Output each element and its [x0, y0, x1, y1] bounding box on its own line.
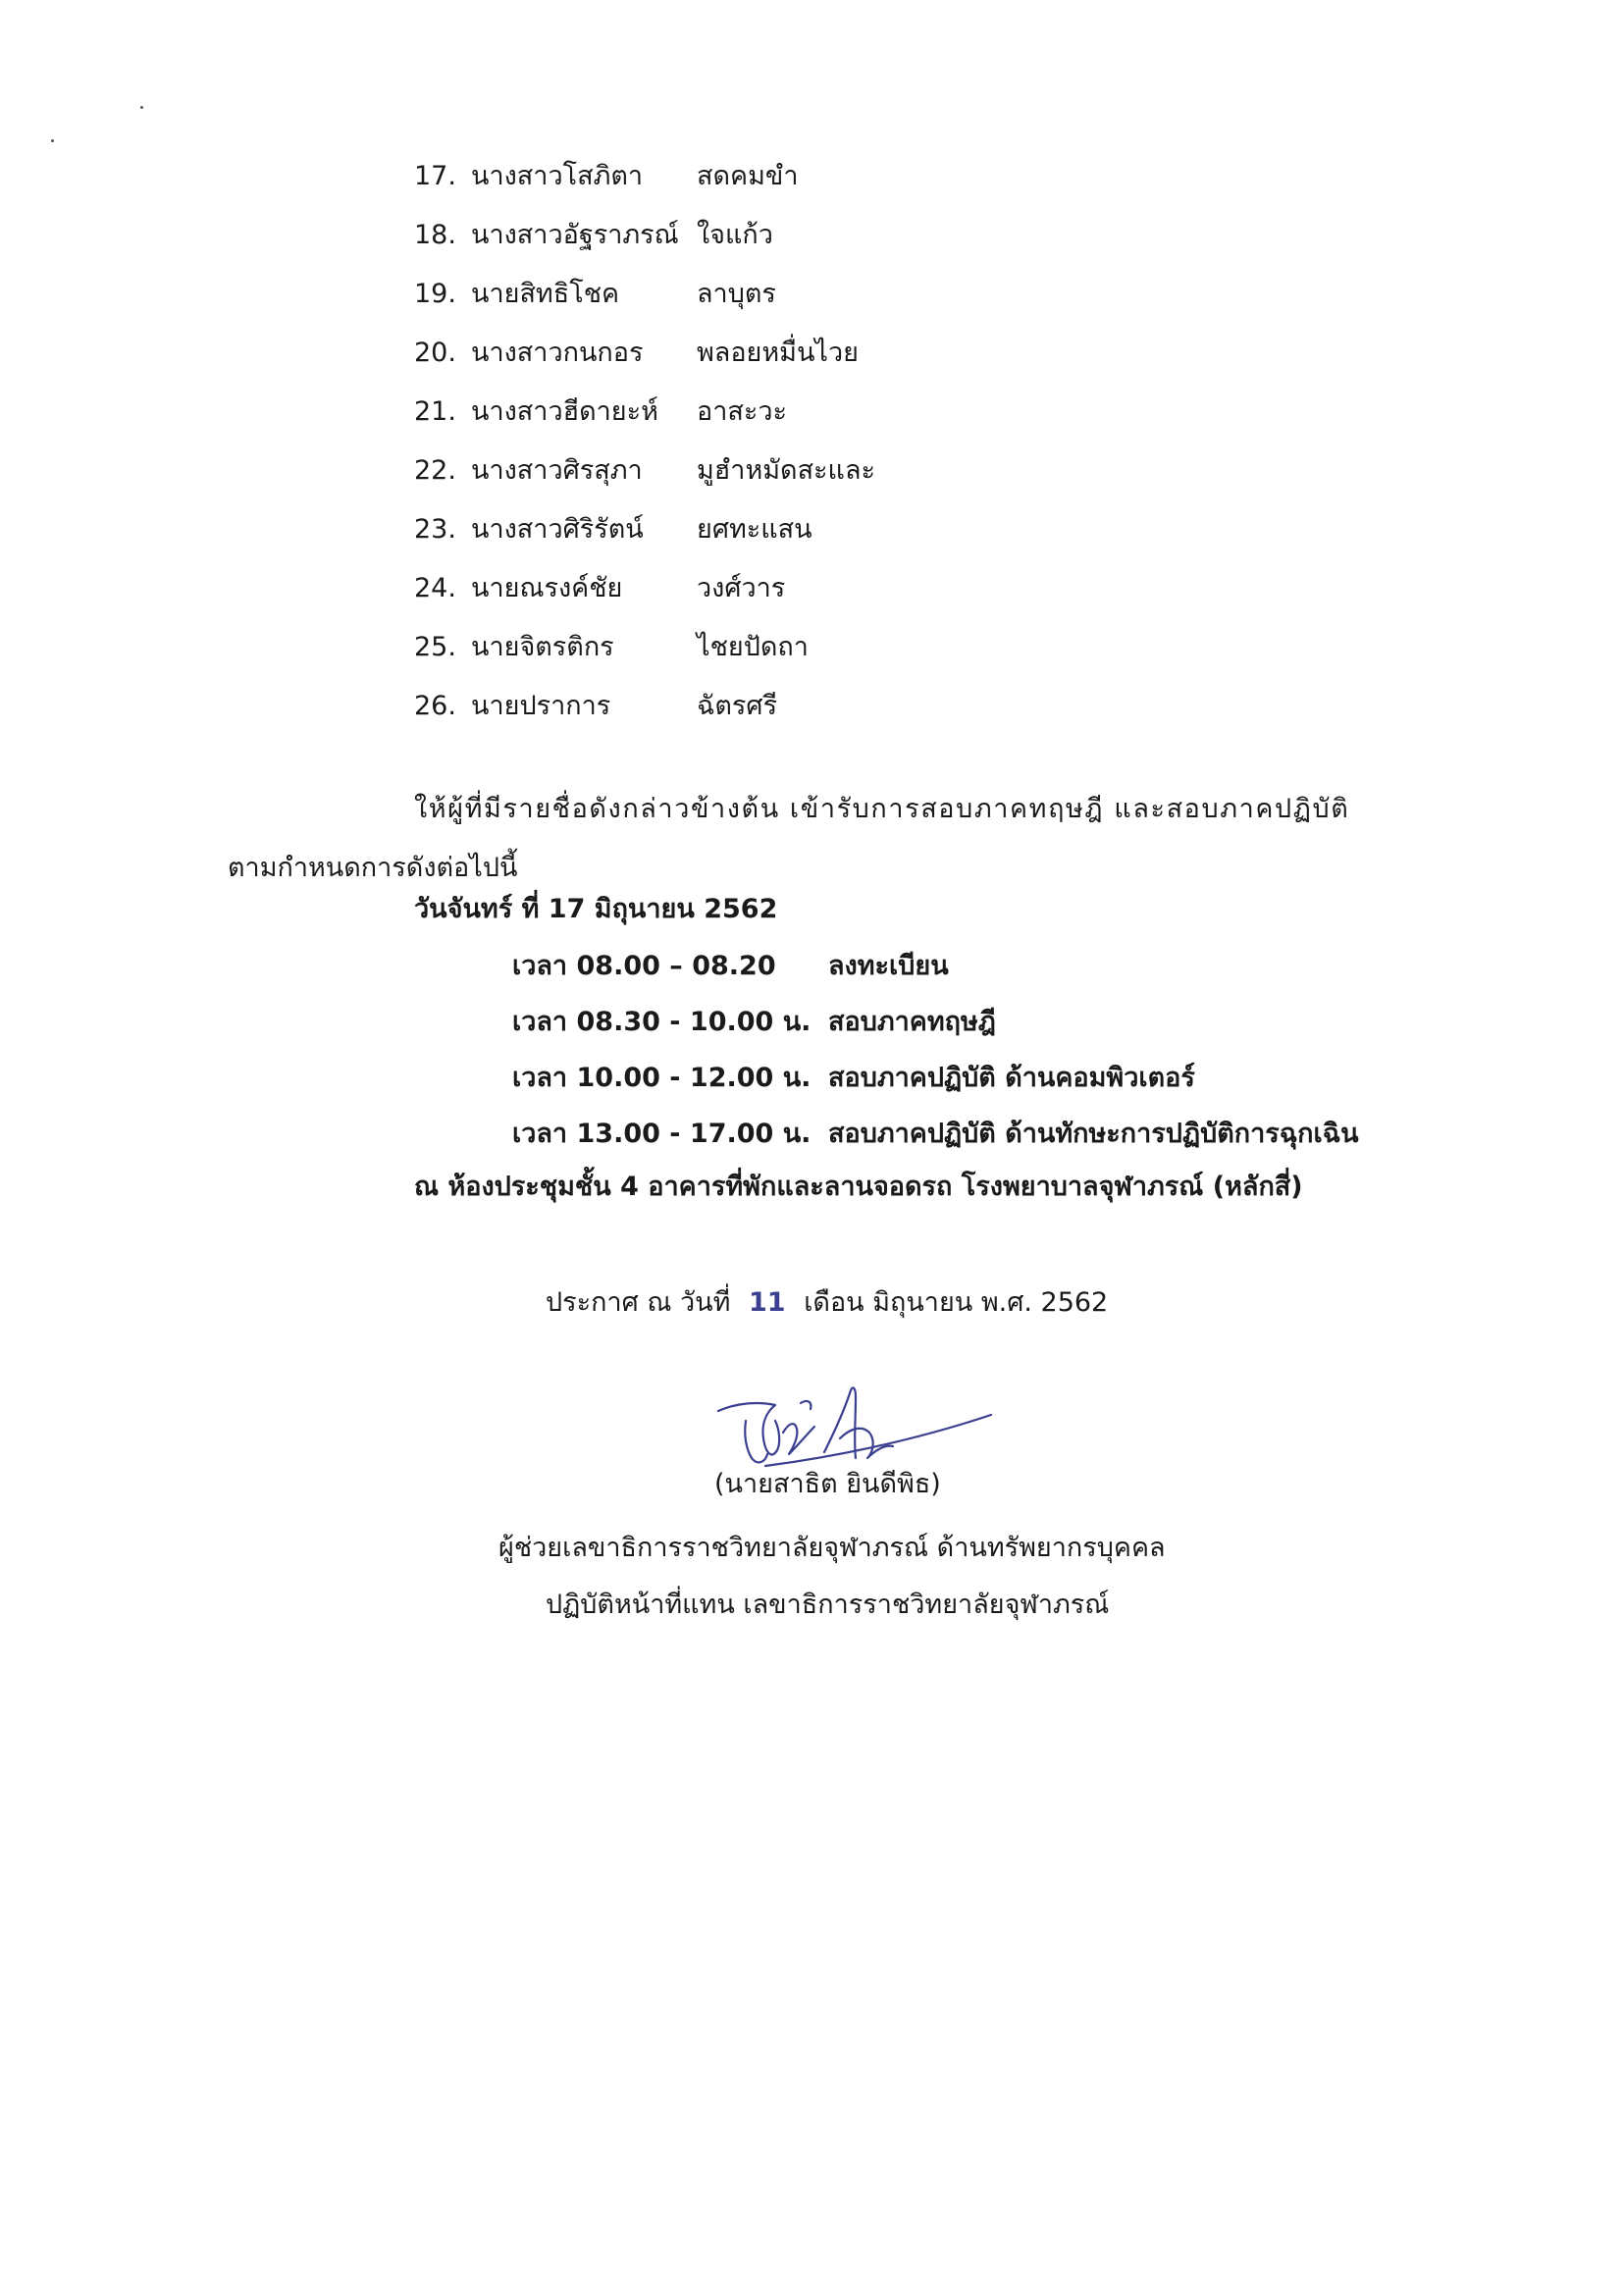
list-number: 20. — [414, 338, 456, 368]
schedule-activity: ลงทะเบียน — [828, 951, 949, 981]
list-number: 25. — [414, 632, 456, 662]
given-name: นางสาวโสภิตา — [471, 161, 644, 191]
list-number: 26. — [414, 691, 456, 721]
given-name: นางสาวกนกอร — [471, 338, 644, 368]
list-number: 18. — [414, 220, 456, 250]
schedule-venue: ณ ห้องประชุมชั้น 4 อาคารที่พักและลานจอดรถ โรงพยาบาลจุฬาภรณ์ (หลักสี่) — [414, 1172, 1303, 1202]
scan-speck — [140, 106, 143, 109]
surname: มูฮำหมัดสะและ — [697, 455, 875, 486]
list-item — [414, 392, 1101, 451]
intro-paragraph — [228, 780, 1425, 898]
schedule-activity: สอบภาคปฏิบัติ ด้านทักษะการปฏิบัติการฉุกเฉิน — [828, 1119, 1359, 1149]
given-name: นางสาวอัฐราภรณ์ — [471, 220, 679, 250]
announcement-prefix: ประกาศ ณ วันที่ — [546, 1287, 731, 1318]
list-number: 24. — [414, 573, 456, 603]
list-item — [414, 216, 1101, 275]
schedule-item — [512, 947, 1493, 1003]
list-item — [414, 334, 1101, 392]
list-number: 19. — [414, 279, 456, 309]
announcement-date — [546, 1283, 1108, 1323]
surname: วงศ์วาร — [697, 573, 786, 603]
surname: ใจแก้ว — [697, 220, 773, 250]
signer-name: (นายสาธิต ยินดีพิธ) — [714, 1469, 941, 1499]
signer-title-line-2: ปฏิบัติหน้าที่แทน เลขาธิการราชวิทยาลัยจุฬาภรณ์ — [546, 1590, 1110, 1620]
list-number: 21. — [414, 396, 456, 427]
surname: ยศทะแสน — [697, 514, 812, 545]
signature-stroke — [765, 1415, 991, 1466]
signer-title-line-1: ผู้ช่วยเลขาธิการราชวิทยาลัยจุฬาภรณ์ ด้านทรัพยากรบุคคล — [498, 1533, 1166, 1563]
schedule-list — [512, 947, 1493, 1171]
signature-stroke — [783, 1424, 814, 1454]
schedule-activity: สอบภาคปฏิบัติ ด้านคอมพิวเตอร์ — [828, 1063, 1195, 1093]
schedule-item — [512, 1059, 1493, 1115]
list-item — [414, 687, 1101, 746]
surname: ลาบุตร — [697, 279, 776, 309]
signature-stroke — [824, 1387, 856, 1458]
given-name: นายปราการ — [471, 691, 611, 721]
schedule-date: วันจันทร์ ที่ 17 มิถุนายน 2562 — [414, 894, 778, 924]
given-name: นายสิทธิโชค — [471, 279, 620, 309]
scan-speck — [51, 139, 54, 142]
signature-stroke — [801, 1401, 811, 1409]
list-item — [414, 157, 1101, 216]
signature-stroke — [840, 1429, 893, 1458]
announcement-suffix: เดือน มิถุนายน พ.ศ. 2562 — [804, 1287, 1109, 1318]
schedule-time: เวลา 08.00 – 08.20 — [512, 951, 776, 981]
schedule-time: เวลา 08.30 - 10.00 น. — [512, 1007, 812, 1037]
list-item — [414, 569, 1101, 628]
schedule-time: เวลา 10.00 - 12.00 น. — [512, 1063, 812, 1093]
list-number: 22. — [414, 455, 456, 486]
name-list — [414, 157, 1101, 746]
surname: พลอยหมื่นไวย — [697, 338, 859, 368]
list-item — [414, 451, 1101, 510]
schedule-time: เวลา 13.00 - 17.00 น. — [512, 1119, 812, 1149]
given-name: นายจิตรติกร — [471, 632, 614, 662]
list-item — [414, 275, 1101, 334]
given-name: นางสาวฮีดายะห์ — [471, 396, 658, 427]
list-number: 17. — [414, 161, 456, 191]
list-number: 23. — [414, 514, 456, 545]
schedule-item — [512, 1115, 1493, 1171]
list-item — [414, 628, 1101, 687]
signature-stroke — [718, 1403, 779, 1454]
schedule-activity: สอบภาคทฤษฎี — [828, 1007, 996, 1037]
given-name: นางสาวศิรสุภา — [471, 455, 643, 486]
list-item — [414, 510, 1101, 569]
surname: ไชยปัดถา — [697, 632, 809, 662]
given-name: นางสาวศิริรัตน์ — [471, 514, 644, 545]
surname: อาสะวะ — [697, 396, 788, 427]
announcement-day: 11 — [749, 1287, 786, 1318]
intro-line-1: ให้ผู้ที่มีรายชื่อดังกล่าวข้างต้น เข้ารับการสอบภาคทฤษฎี และสอบภาคปฏิบัติ — [414, 794, 1350, 824]
schedule-item — [512, 1003, 1493, 1059]
given-name: นายณรงค์ชัย — [471, 573, 623, 603]
intro-line-2: ตามกำหนดการดังต่อไปนี้ — [228, 853, 518, 883]
surname: สดคมขำ — [697, 161, 799, 191]
surname: ฉัตรศรี — [697, 691, 778, 721]
